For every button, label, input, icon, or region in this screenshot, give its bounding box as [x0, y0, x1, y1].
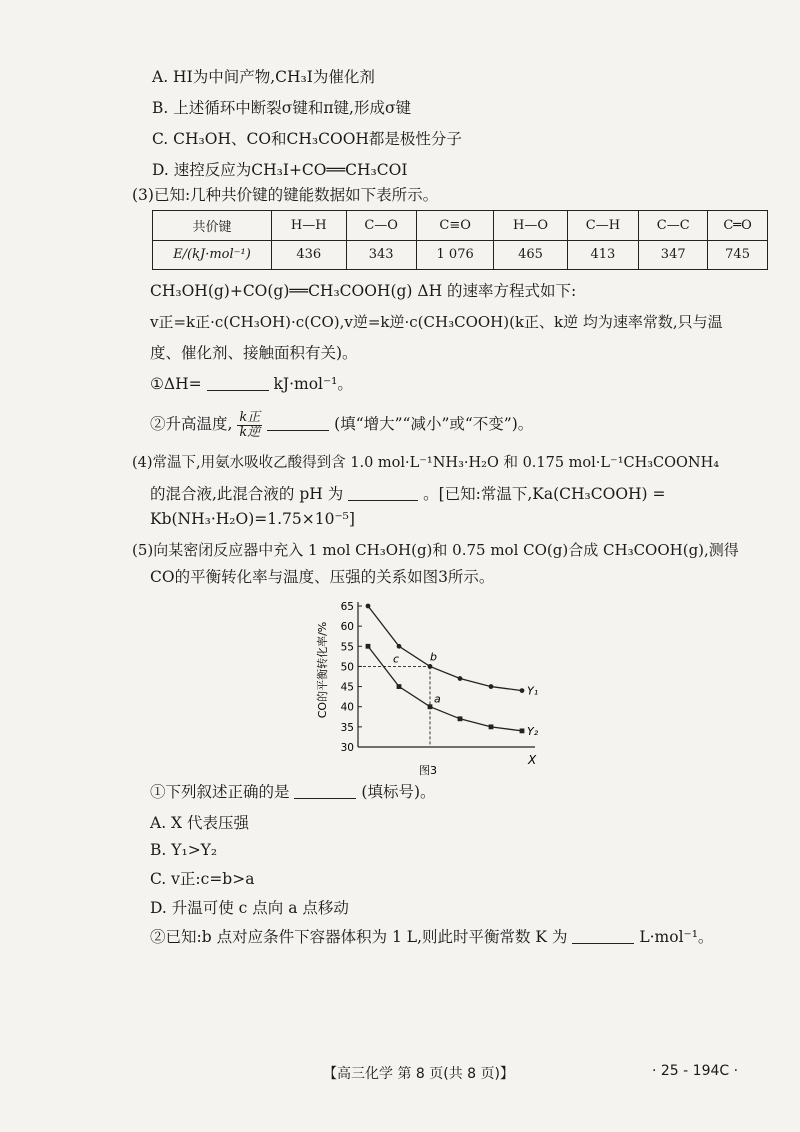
option-d: D. 速控反应为CH₃I+CO══CH₃COI	[152, 161, 408, 179]
data-point	[428, 664, 433, 669]
bond-cell: C—H	[567, 211, 639, 241]
page-footer: 【高三化学 第 8 页(共 8 页)】	[323, 1066, 514, 1082]
page-code: · 25 - 194C ·	[652, 1063, 739, 1079]
data-point	[520, 728, 525, 733]
q3-sub2-prefix: ②升高温度,	[150, 415, 233, 433]
bond-cell: H—H	[272, 211, 347, 241]
chart-y-label: CO的平衡转化率/%	[316, 621, 329, 719]
q4-line1: (4)常温下,用氨水吸收乙酸得到含 1.0 mol·L⁻¹NH₃·H₂O 和 0.175 mol·L⁻¹CH₃COONH₄	[132, 455, 720, 471]
rate-equation-line1: v正=k正·c(CH₃OH)·c(CO),v逆=k逆·c(CH₃COOH)(k正、k逆 均为速率常数,只与温	[150, 313, 723, 331]
data-point	[397, 684, 402, 689]
q5-line1: (5)向某密闭反应器中充入 1 mol CH₃OH(g)和 0.75 mol CO(g)合成 CH₃COOH(g),测得	[132, 541, 739, 559]
data-point	[489, 684, 494, 689]
data-point	[458, 676, 463, 681]
q4-line3: Kb(NH₃·H₂O)=1.75×10⁻⁵]	[150, 510, 355, 528]
q5-option-c: C. v正:c=b>a	[150, 870, 255, 888]
y-tick-label: 55	[340, 641, 354, 654]
chart-x-label: X	[528, 753, 537, 767]
answer-blank[interactable]	[294, 798, 356, 799]
q4-line2	[150, 483, 666, 505]
q5-option-b: B. Y₁>Y₂	[150, 841, 218, 859]
q3-sub2-suffix: (填“增大”“减小”或“不变”)。	[334, 415, 534, 433]
point-label-c: c	[393, 652, 400, 666]
q3-sub1	[150, 373, 353, 395]
q3-sub1-unit: kJ·mol⁻¹。	[273, 375, 353, 393]
y-tick-label: 50	[340, 661, 354, 674]
bond-cell: C═O	[708, 211, 768, 241]
energy-cell: 413	[567, 240, 639, 270]
energy-cell: 347	[639, 240, 708, 270]
q5-sub2-prefix: ②已知:b 点对应条件下容器体积为 1 L,则此时平衡常数 K 为	[150, 928, 568, 946]
q5-sub1	[150, 781, 436, 803]
table-header-label: 共价键	[153, 211, 272, 241]
option-a: A. HI为中间产物,CH₃I为催化剂	[152, 68, 375, 86]
energy-cell: 436	[272, 240, 347, 270]
energy-cell: 745	[708, 240, 768, 270]
y-tick-label: 40	[340, 701, 354, 714]
conversion-chart	[300, 592, 560, 782]
data-point	[458, 716, 463, 721]
energy-cell: 1 076	[416, 240, 494, 270]
data-point	[489, 724, 494, 729]
fraction-denominator: k逆	[239, 424, 261, 440]
y-tick-label: 35	[340, 721, 354, 734]
q3-intro: (3)已知:几种共价键的键能数据如下表所示。	[132, 186, 439, 204]
point-label-b: b	[430, 650, 437, 664]
data-point	[366, 644, 371, 649]
q5-sub2-unit: L·mol⁻¹。	[639, 928, 714, 946]
point-label-a: a	[434, 692, 441, 706]
q5-sub2	[150, 926, 713, 948]
answer-blank[interactable]	[267, 430, 329, 431]
data-point	[366, 604, 371, 609]
q5-option-d: D. 升温可使 c 点向 a 点移动	[150, 899, 349, 917]
answer-blank[interactable]	[348, 500, 418, 501]
chart-title: 图3	[419, 764, 437, 777]
data-point	[397, 644, 402, 649]
fraction-numerator: k正	[239, 409, 261, 425]
answer-blank[interactable]	[572, 943, 634, 944]
y-tick-label: 45	[340, 681, 354, 694]
bond-energy-table	[152, 210, 768, 270]
y-tick-label: 60	[340, 621, 354, 634]
rate-equation-line2: 度、催化剂、接触面积有关)。	[150, 344, 358, 362]
q3-sub1-prefix: ①ΔH=	[150, 375, 202, 393]
bond-cell: H—O	[494, 211, 567, 241]
bond-cell: C≡O	[416, 211, 494, 241]
bond-cell: C—O	[346, 211, 416, 241]
energy-cell: 343	[346, 240, 416, 270]
y-tick-label: 65	[340, 601, 354, 613]
table-value-label: E/(kJ·mol⁻¹)	[153, 240, 272, 270]
data-point	[428, 704, 433, 709]
q3-sub2	[150, 404, 533, 444]
y-tick-label: 30	[340, 742, 354, 754]
option-b: B. 上述循环中断裂σ键和π键,形成σ键	[152, 99, 412, 117]
q5-sub1-prefix: ①下列叙述正确的是	[150, 783, 290, 801]
series-label: Y₁	[527, 684, 539, 698]
option-c: C. CH₃OH、CO和CH₃COOH都是极性分子	[152, 130, 462, 148]
q5-sub1-suffix: (填标号)。	[361, 783, 436, 801]
q4-line2-prefix: 的混合液,此混合液的 pH 为	[150, 485, 344, 503]
q5-line2: CO的平衡转化率与温度、压强的关系如图3所示。	[150, 568, 495, 586]
reaction-equation: CH₃OH(g)+CO(g)══CH₃COOH(g) ΔH 的速率方程式如下:	[150, 282, 577, 300]
answer-blank[interactable]	[207, 390, 269, 391]
data-point	[520, 688, 525, 693]
bond-cell: C—C	[639, 211, 708, 241]
series-line-y1	[368, 606, 522, 691]
rate-constant-fraction	[237, 411, 262, 440]
table-row	[153, 211, 768, 241]
series-label: Y₂	[527, 724, 539, 738]
table-row	[153, 240, 768, 270]
series-line-y2	[368, 646, 522, 731]
q4-line2-suffix: 。[已知:常温下,Ka(CH₃COOH) =	[423, 485, 666, 503]
q5-option-a: A. X 代表压强	[150, 814, 250, 832]
energy-cell: 465	[494, 240, 567, 270]
